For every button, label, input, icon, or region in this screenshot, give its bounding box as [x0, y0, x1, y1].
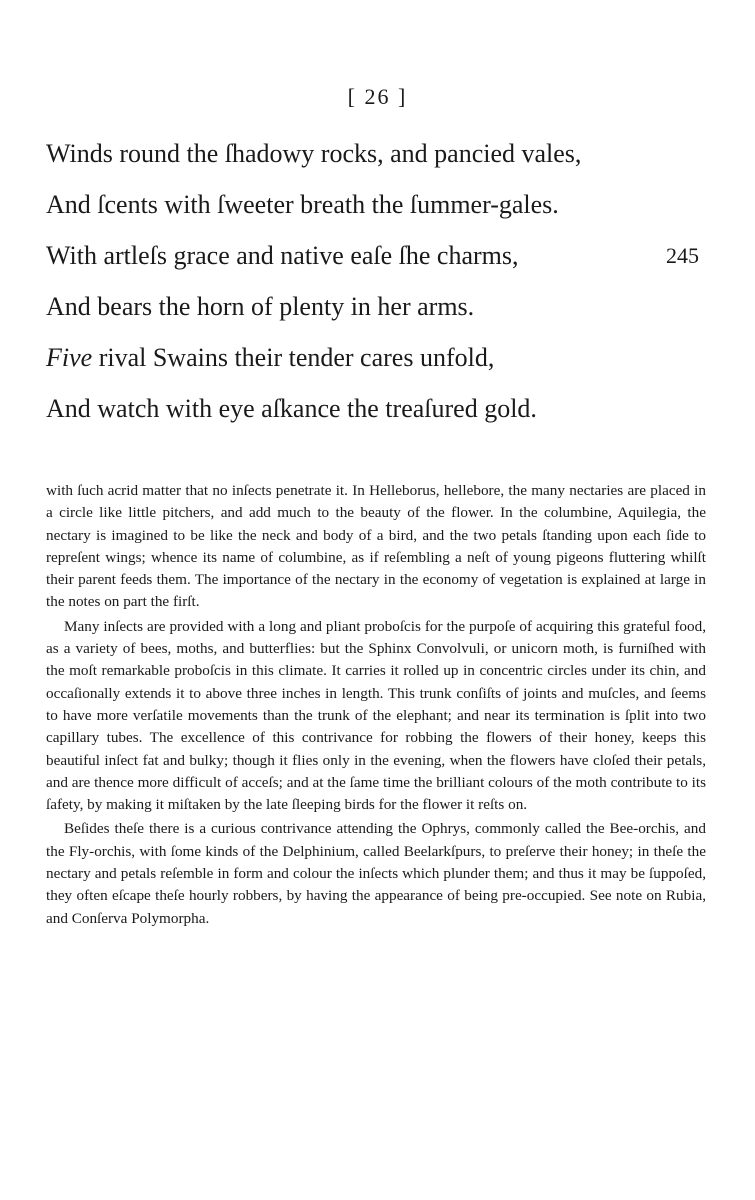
verse-text: And bears the horn of plenty in her arms.	[46, 292, 475, 321]
page-number: [ 26 ]	[347, 84, 408, 109]
verse-line	[46, 332, 711, 383]
verse-line	[46, 128, 711, 179]
verse-text: Winds round the ſhadowy rocks, and pancied vales,	[46, 139, 582, 168]
verse-text: And watch with eye aſkance the treaſured gold.	[46, 394, 537, 423]
verse-line	[46, 179, 711, 230]
verse-block	[46, 128, 711, 434]
note-paragraph: Many inſects are provided with a long and pliant proboſcis for the purpoſe of acquiring this grateful food, as a variety of bees, moths, and butterflies: but the Sphinx Convolvuli, or unicorn moth, is furniſhed with the moſt remarkable proboſcis in this climate. It carries it rolled up in concentric circles under its chin, and occaſionally extends it to above three inches in length. This trunk conſiſts of joints and muſcles, and ſeems to have more verſatile movements than the trunk of the elephant; and near its termination is ſplit into two capillary tubes. The excellence of this contrivance for robbing the flowers of their honey, keeps this beautiful inſect fat and bulky; though it flies only in the evening, when the flowers have cloſed their petals, and are thence more difficult of acceſs; and at the ſame time the brilliant colours of the moth contribute to its ſafety, by making it miſtaken by the late ſleeping birds for the flower it reſts on.	[46, 617, 706, 814]
footnotes-block	[46, 480, 706, 930]
note-paragraph: Beſides theſe there is a curious contrivance attending the Ophrys, commonly called the Bee-orchis, and the Fly-orchis, with ſome kinds of the Delphinium, called Beelarkſpurs, to preſerve their honey; in theſe the nectary and petals reſemble in form and colour the inſects which plunder them; and thus it may be ſuppoſed, they often eſcape theſe hourly robbers, by having the appearance of being pre-occupied. See note on Rubia, and Conſerva Polymorpha.	[46, 820, 706, 927]
note-paragraph: with ſuch acrid matter that no inſects penetrate it. In Helleborus, hellebore, the many nectaries are placed in a circle like little pitchers, and add much to the beauty of the flower. In the columbine, Aquilegia, the nectary is imagined to be like the neck and body of a bird, and the two petals ſtanding upon each ſide to repreſent wings; whence its name of columbine, as if reſembling a neſt of young pigeons fluttering whilſt their parent feeds them. The importance of the nectary in the economy of vegetation is explained at large in the notes on part the firſt.	[46, 482, 706, 611]
verse-text: And ſcents with ſweeter breath the ſummer-gales.	[46, 190, 559, 219]
verse-line	[46, 230, 711, 281]
line-number: 245	[666, 243, 699, 268]
verse-line	[46, 281, 711, 332]
verse-text: rival Swains their tender cares unfold,	[92, 343, 495, 372]
verse-line	[46, 383, 711, 434]
verse-italic-word: Five	[46, 343, 93, 372]
verse-text: With artleſs grace and native eaſe ſhe charms,	[46, 241, 519, 270]
